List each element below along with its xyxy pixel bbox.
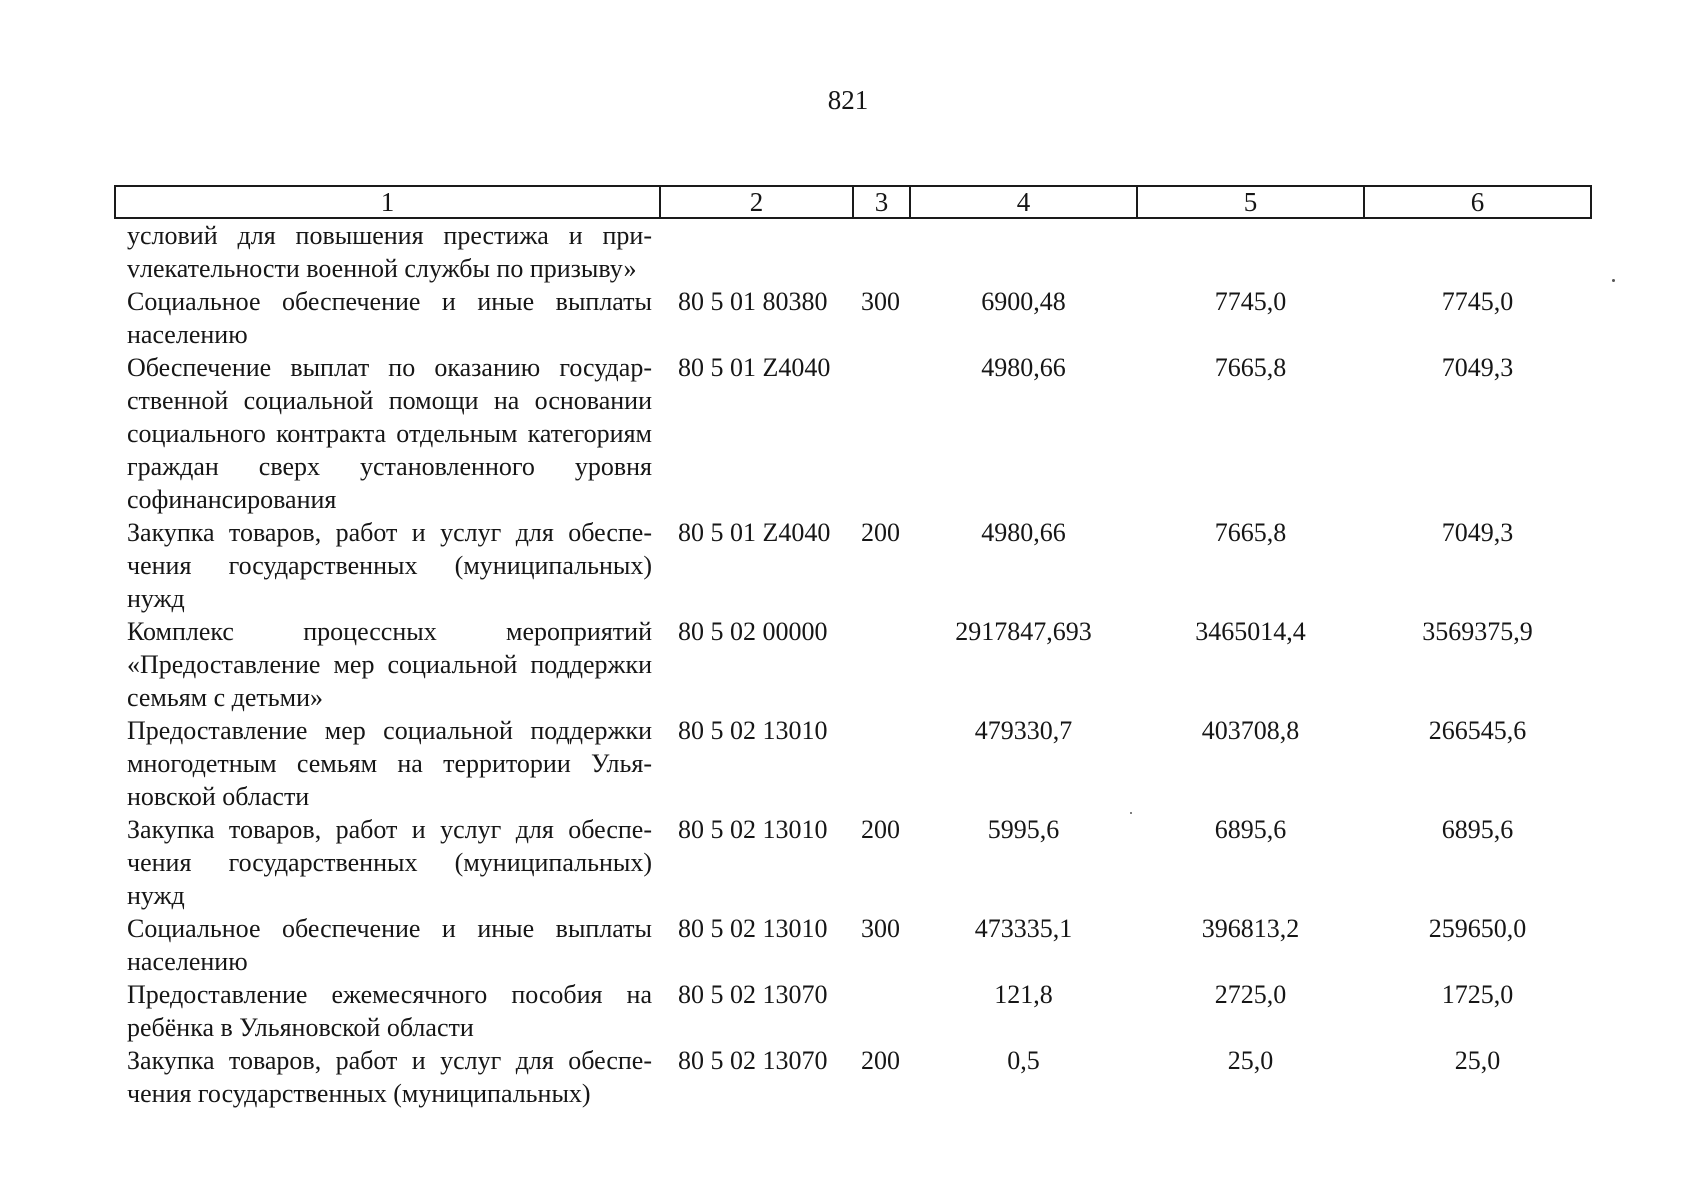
row-value-col5: 2725,0 <box>1214 980 1287 1009</box>
row-value-col6 <box>1364 218 1591 285</box>
row-description: Обеспечение выплат по оказанию государственной социальной помощи на основании социального контракта отдельным категориям граждан сверх установленного уровня софинансирования <box>127 353 652 514</box>
row-value-col4: 0,5 <box>1007 1046 1040 1075</box>
row-value-col6: 25,0 <box>1454 1046 1501 1075</box>
row-value-col5: 25,0 <box>1227 1046 1274 1075</box>
row-value-col6: 7745,0 <box>1441 287 1514 316</box>
row-expense-type: 200 <box>861 1046 900 1075</box>
row-expense-type: 300 <box>861 287 900 316</box>
table-row <box>115 1044 1591 1110</box>
row-value-col6: 259650,0 <box>1428 914 1527 943</box>
row-code: 80 5 01 80380 <box>678 287 828 316</box>
header-col-4: 4 <box>910 186 1137 218</box>
header-col-5: 5 <box>1137 186 1364 218</box>
row-description: Социальное обеспечение и иные выплаты населению <box>127 287 652 349</box>
row-description: условий для повышения престижа и приvлекательности военной службы по призыву» <box>127 221 652 283</box>
header-col-6: 6 <box>1364 186 1591 218</box>
row-expense-type <box>853 218 910 285</box>
header-col-3: 3 <box>853 186 910 218</box>
header-row <box>115 186 1591 218</box>
row-code <box>660 218 853 285</box>
row-value-col5: 7665,8 <box>1214 353 1287 382</box>
row-expense-type: 300 <box>861 914 900 943</box>
table-row <box>115 714 1591 813</box>
row-value-col5 <box>1137 218 1364 285</box>
table-row <box>115 516 1591 615</box>
budget-table <box>114 185 1592 1110</box>
row-expense-type <box>853 351 910 516</box>
table-header <box>115 186 1591 218</box>
row-code: 80 5 01 Z4040 <box>678 518 831 547</box>
row-expense-type: 200 <box>861 815 900 844</box>
row-code: 80 5 02 13010 <box>678 914 828 943</box>
row-value-col4: 473335,1 <box>974 914 1073 943</box>
row-value-col4: 5995,6 <box>987 815 1060 844</box>
header-col-2: 2 <box>660 186 853 218</box>
table-row <box>115 978 1591 1044</box>
row-code: 80 5 02 13010 <box>678 716 828 745</box>
budget-table-container <box>114 185 1590 1110</box>
table-row <box>115 285 1591 351</box>
row-value-col6: 3569375,9 <box>1422 617 1533 646</box>
row-description: Предоставление ежемесячного пособия на ребёнка в Ульяновской области <box>127 980 652 1042</box>
header-col-1: 1 <box>115 186 660 218</box>
row-value-col4: 6900,48 <box>981 287 1066 316</box>
row-value-col4: 479330,7 <box>974 716 1073 745</box>
row-code: 80 5 02 13070 <box>678 1046 828 1075</box>
row-description: Комплекс процессных мероприятий «Предоставление мер социальной поддержки семьям с детьми» <box>127 617 652 712</box>
row-value-col5: 7745,0 <box>1214 287 1287 316</box>
row-value-col6: 266545,6 <box>1428 716 1527 745</box>
table-row <box>115 912 1591 978</box>
row-value-col4: 4980,66 <box>981 353 1066 382</box>
row-code: 80 5 01 Z4040 <box>678 353 831 382</box>
row-description: Социальное обеспечение и иные выплаты населению <box>127 914 652 976</box>
row-value-col6: 7049,3 <box>1441 518 1514 547</box>
page-number: 821 <box>827 85 869 115</box>
row-value-col5: 403708,8 <box>1201 716 1300 745</box>
row-code: 80 5 02 13010 <box>678 815 828 844</box>
row-description: Закупка товаров, работ и услуг для обеспечения государственных (муниципальных) нужд <box>127 815 652 910</box>
row-expense-type <box>853 615 910 714</box>
row-expense-type <box>853 714 910 813</box>
row-value-col6: 1725,0 <box>1441 980 1514 1009</box>
row-value-col6: 7049,3 <box>1441 353 1514 382</box>
row-value-col5: 3465014,4 <box>1195 617 1306 646</box>
row-value-col4: 4980,66 <box>981 518 1066 547</box>
row-description: Закупка товаров, работ и услуг для обеспечения государственных (муниципальных) нужд <box>127 518 652 613</box>
row-value-col6: 6895,6 <box>1441 815 1514 844</box>
table-row <box>115 351 1591 516</box>
row-value-col4 <box>910 218 1137 285</box>
row-expense-type: 200 <box>861 518 900 547</box>
row-value-col5: 7665,8 <box>1214 518 1287 547</box>
row-value-col5: 396813,2 <box>1201 914 1300 943</box>
table-row <box>115 218 1591 285</box>
row-code: 80 5 02 13070 <box>678 980 828 1009</box>
scan-speck-mark <box>1612 279 1615 282</box>
row-value-col5: 6895,6 <box>1214 815 1287 844</box>
row-expense-type <box>853 978 910 1044</box>
row-value-col4: 2917847,693 <box>955 617 1092 646</box>
row-value-col4: 121,8 <box>994 980 1053 1009</box>
table-row <box>115 813 1591 912</box>
table-body <box>115 218 1591 1110</box>
row-description: Предоставление мер социальной поддержки многодетным семьям на территории Ульяновской области <box>127 716 652 811</box>
row-code: 80 5 02 00000 <box>678 617 828 646</box>
table-row <box>115 615 1591 714</box>
row-description: Закупка товаров, работ и услуг для обеспечения государственных (муниципальных) <box>127 1046 652 1108</box>
scan-speck-mark <box>1130 812 1132 814</box>
